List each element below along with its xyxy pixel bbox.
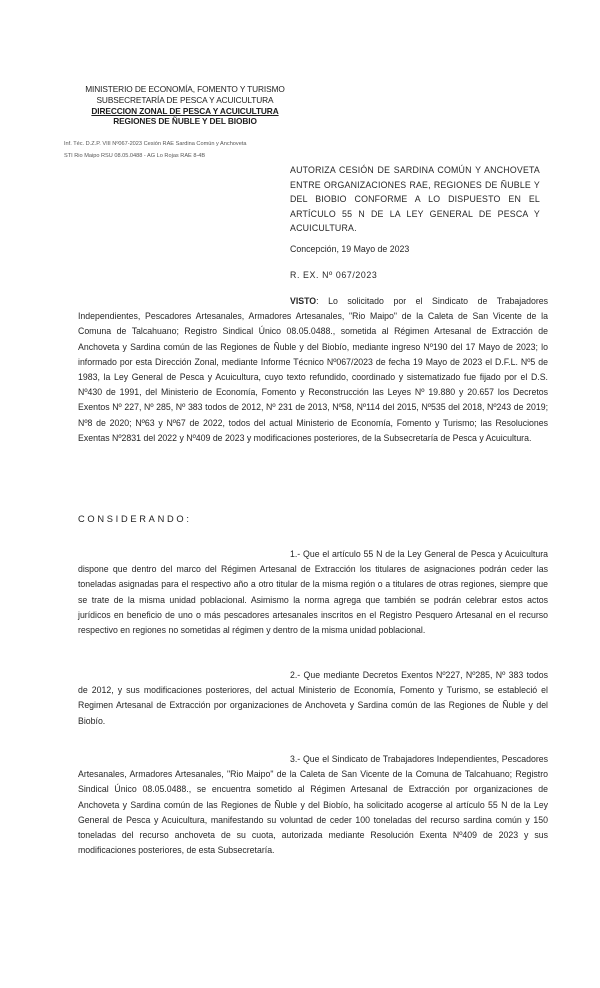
- visto-text: : Lo solicitado por el Sindicato de Trabajadores Independientes, Pescadores Artesanales, Armadores Artesanales, "Rio Maipo" de la Caleta de San Vicente de la Comuna de Talcahuano; Registro Sindical Único 08.05.0488., sometida al Régimen Artesanal de Extracción de Anchoveta y Sardina común de las Regiones de Ñuble y del Biobío, mediante ingreso Nº190 del 17 Mayo de 2023; lo informado por esta Dirección Zonal, mediante Informe Técnico Nº067/2023 de fecha 19 Mayo de 2023 el D.F.L. Nº5 de 1983, la Ley General de Pesca y Acuicultura, cuyo texto refundido, coordinado y sistematizado fue fijado por el D.S. Nº430 de 1991, del Ministerio de Economía, Fomento y Reconstrucción las Leyes Nº 19.880 y 20.657 los Decretos Exentos Nº 227, Nº 285, Nº 383 todos de 2012, Nº 231 de 2013, Nº58, Nº114 del 2015, Nº535 del 2018, Nº243 de 2019; Nº8 de 2020; Nº63 y Nº67 de 2022, todos del actual Ministerio de Economía, Fomento y Turismo; las Resoluciones Exentas Nº2831 del 2022 y Nº409 de 2023 y modificaciones posteriores, de la Subsecretaría de Pesca y Acuicultura.: [78, 296, 548, 443]
- direccion-zonal-name: DIRECCION ZONAL DE PESCA Y ACUICULTURA: [91, 105, 279, 116]
- place-and-date: Concepción, 19 Mayo de 2023: [290, 244, 410, 254]
- considerando-3-text: 3.- Que el Sindicato de Trabajadores Independientes, Pescadores Artesanales, Armadores Artesanales, "Rio Maipo" de la Caleta de San Vicente de la Comuna de Talcahuano; Registro Sindical Único 08.05.0488., se encuentra sometido al Régimen Artesanal de Extracción por organizaciones de Anchoveta y Sardina común de las Regiones de Ñuble y del Biobío, ha solicitado acogerse al artículo 55 N de la Ley General de Pesca y Acuicultura, manifestando su voluntad de ceder 100 toneladas del recurso sardina común y 150 toneladas del recurso anchoveta de su cuota, autorizada mediante Resolución Exenta Nº409 de 2023 y sus modificaciones posteriores, de esta Subsecretaría.: [78, 754, 548, 856]
- considerando-heading: CONSIDERANDO:: [78, 514, 192, 524]
- visto-label: VISTO: [290, 296, 317, 306]
- letterhead: [60, 84, 310, 127]
- considerando-1: [78, 547, 548, 638]
- regiones-name: REGIONES DE ÑUBLE Y DEL BIOBIO: [113, 116, 257, 127]
- visto-paragraph: [78, 294, 548, 446]
- considerando-2-text: 2.- Que mediante Decretos Exentos Nº227, Nº285, Nº 383 todos de 2012, y sus modificaciones posteriores, del actual Ministerio de Economía, Fomento y Turismo, se estableció el Regimen Artesanal de Extracción por organizaciones de Anchoveta y Sardina común de las Regiones de Ñuble y del Biobío.: [78, 670, 548, 726]
- resolution-subject: AUTORIZA CESIÓN DE SARDINA COMÚN Y ANCHOVETA ENTRE ORGANIZACIONES RAE, REGIONES DE ÑUBLE Y DEL BIOBIO CONFORME A LO DISPUESTO EN EL ARTÍCULO 55 N DE LA LEY GENERAL DE PESCA Y ACUICULTURA.: [290, 165, 540, 234]
- reference-lines: [64, 138, 246, 162]
- resolution-number: R. EX. Nº 067/2023: [290, 270, 378, 280]
- reference-line-1: Inf. Téc. D.Z.P. VIII Nº067-2023 Cesión RAE Sardina Común y Anchoveta: [64, 141, 247, 147]
- considerando-2: [78, 668, 548, 729]
- considerando-1-text: 1.- Que el artículo 55 N de la Ley General de Pesca y Acuicultura dispone que dentro del marco del Régimen Artesanal de Extracción los titulares de asignaciones podrán ceder las toneladas asignadas para el respectivo año a otro titular de la misma región o a titulares de otras regiones, siempre que se trate de la misma unidad poblacional. Asimismo la norma agrega que también se podrán celebrar estos actos jurídicos en beneficio de uno o más pescadores artesanales inscritos en el Registro Pesquero Artesanal en el recurso respectivo en regiones no sometidas al régimen y dentro de la misma unidad poblacional.: [78, 549, 548, 636]
- subsecretaria-name: SUBSECRETARÍA DE PESCA Y ACUICULTURA: [96, 94, 274, 105]
- considerando-3: [78, 752, 548, 858]
- reference-line-2: STI Rio Maipo RSU 08.05.0488 - AG Lo Rojas RAE 8-4B: [64, 153, 206, 159]
- ministry-name: MINISTERIO DE ECONOMÍA, FOMENTO Y TURISMO: [85, 84, 285, 94]
